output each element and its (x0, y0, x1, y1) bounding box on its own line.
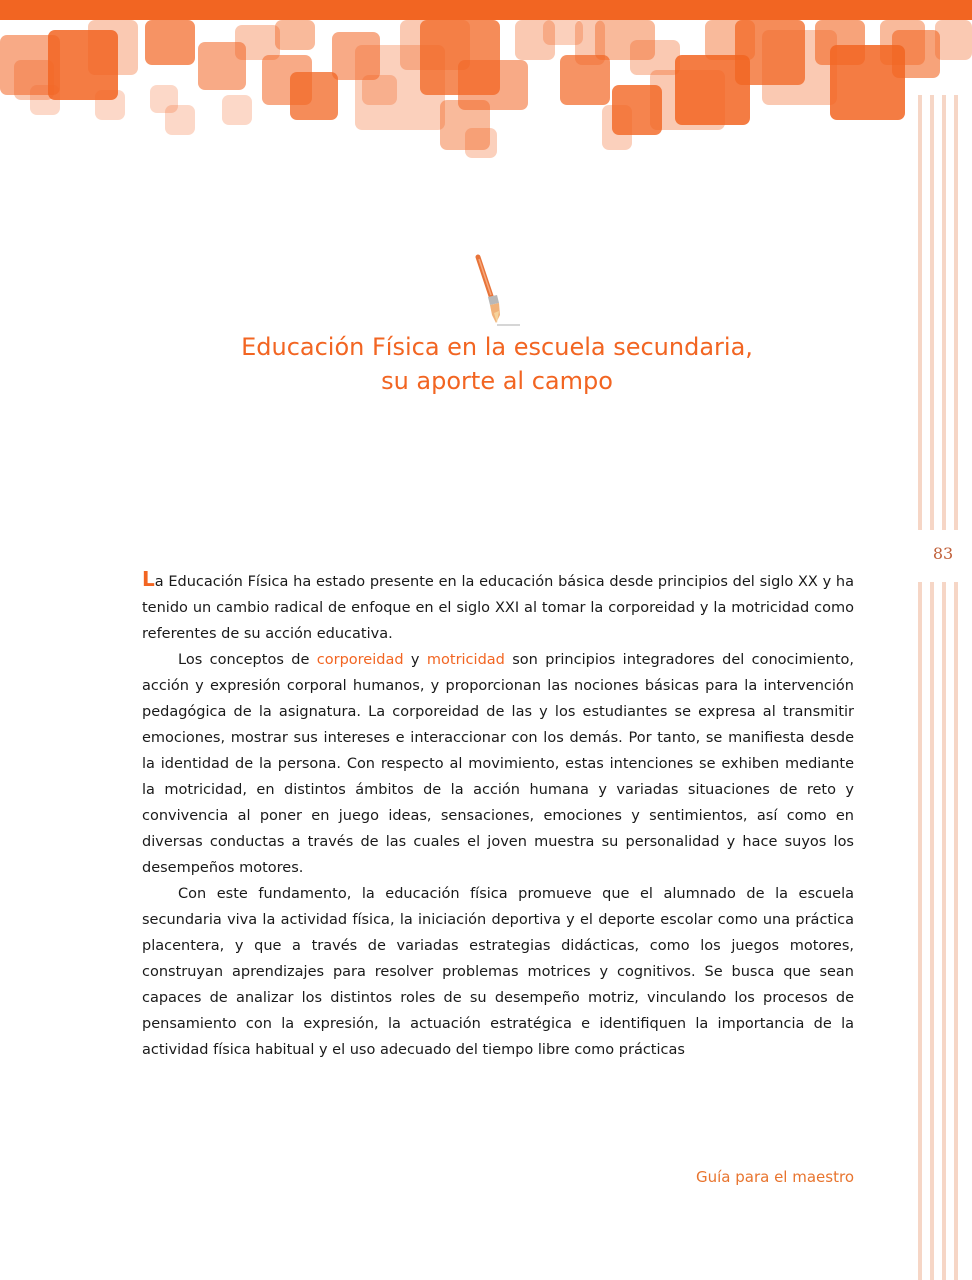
paragraph-1 (142, 566, 854, 647)
decorative-square (222, 95, 252, 125)
decorative-square (892, 30, 940, 78)
body-text (142, 566, 854, 1063)
paragraph-3: Con este fundamento, la educación física promueve que el alumnado de la escuela secundaria viva la actividad física, la iniciación deportiva y el deporte escolar como una práctica placentera, y que a través de variadas estrategias didácticas, como los juegos motores, construyan aprendizajes para resolver problemas motrices y cognitivos. Se busca que sean capaces de analizar los distintos roles de su desempeño motriz, vinculando los procesos de pensamiento con la expresión, la actuación estratégica e identifiquen la importancia de la actividad física habitual y el uso adecuado del tiempo libre como prácticas (142, 886, 854, 1058)
decorative-square (935, 20, 972, 60)
margin-stripes (912, 95, 972, 1280)
paragraph-2-conjunction: y (403, 652, 427, 668)
drop-initial: L (142, 567, 155, 591)
decorative-square (290, 72, 338, 120)
paragraph-2-lead: Los conceptos de (178, 652, 317, 668)
paintbrush-icon (470, 253, 524, 329)
decorative-square (30, 85, 60, 115)
decorative-square (458, 60, 528, 110)
footer-label: Guía para el maestro (695, 1168, 854, 1186)
term-corporeidad: corporeidad (316, 652, 404, 668)
title-line-1: Educación Física en la escuela secundaria, (241, 333, 753, 361)
title-line-2: su aporte al campo (381, 367, 613, 395)
term-motricidad: motricidad (426, 652, 505, 668)
decorative-square (465, 128, 497, 158)
decorative-square (95, 90, 125, 120)
page-number: 83 (932, 544, 954, 563)
page-title (140, 330, 854, 398)
decorative-square (145, 20, 195, 65)
paragraph-2-text: son principios integradores del conocimiento, acción y expresión corporal humanos, y proporcionan las nociones básicas para la intervención pedagógica de la asignatura. La corporeidad de las y los estudiantes se expresa al transmitir emociones, mostrar sus intereses e interaccionar con los demás. Por tanto, se manifiesta desde la identidad de la persona. Con respecto al movimiento, estas intenciones se exhiben mediante la motricidad, en distintos ámbitos de la acción humana y variadas situaciones de reto y convivencia al poner en juego ideas, sensaciones, emociones y sentimientos, así como en diversas conductas a través de las cuales el joven muestra su personalidad y hace suyos los desempeños motores. (142, 652, 854, 876)
header-decoration (0, 0, 972, 165)
decorative-square (165, 105, 195, 135)
paragraph-2 (142, 647, 854, 881)
decorative-square (88, 20, 138, 75)
decorative-square (362, 75, 397, 105)
paragraph-1-text: a Educación Física ha estado presente en la educación básica desde principios del siglo XX y ha tenido un cambio radical de enfoque en el siglo XXI al tomar la corporeidad y la motricidad como referentes de su acción educativa. (142, 574, 854, 642)
decorative-square (275, 20, 315, 50)
